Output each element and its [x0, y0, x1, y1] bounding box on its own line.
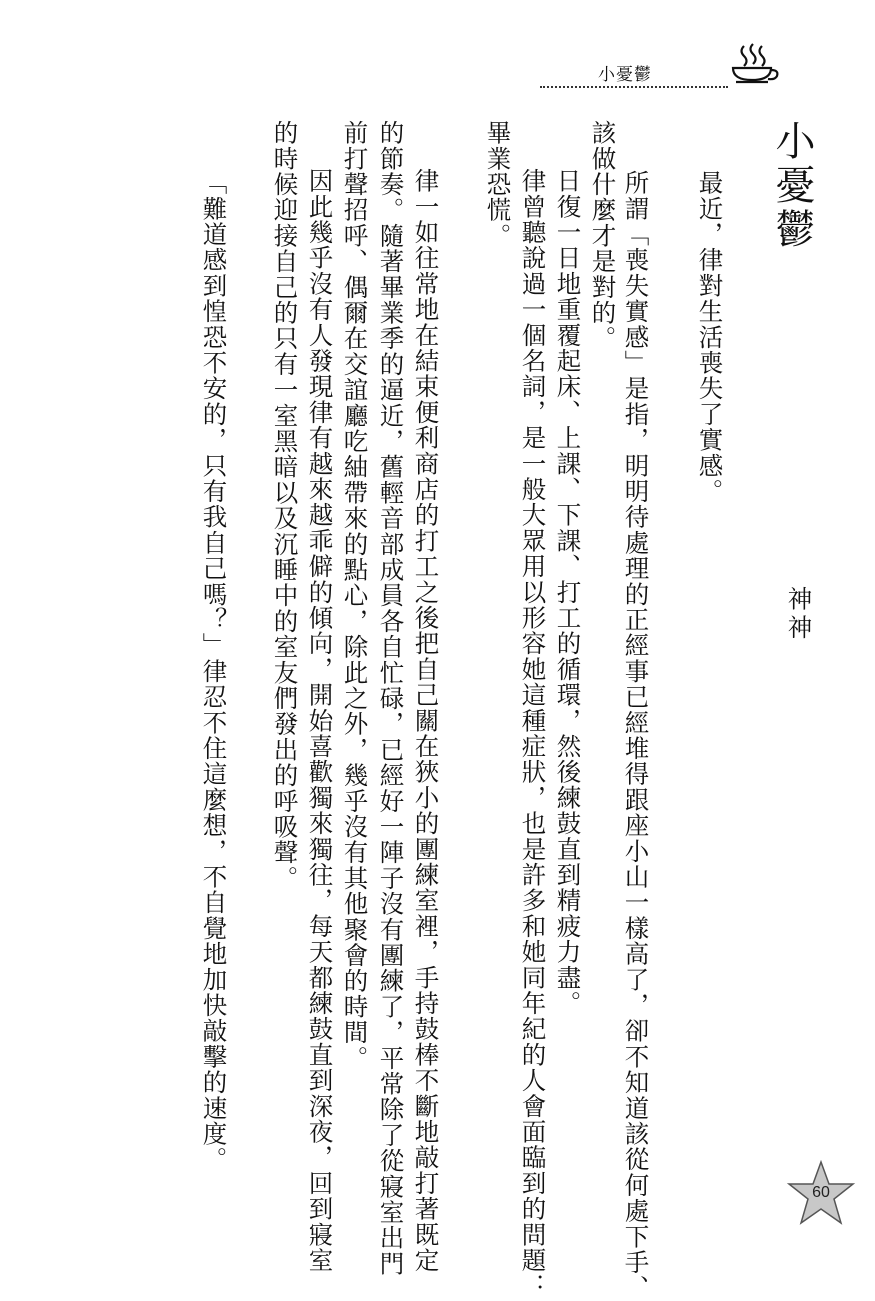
running-header	[540, 40, 780, 100]
body-column-8: 的節奏。隨著畢業季的逼近，舊輕音部成員各自忙碌，已經好一陣子沒有團練了，平常除了從寢室出門	[376, 120, 406, 1277]
body-column-9: 前打聲招呼、偶爾在交誼廳吃紬帶來的點心，除此之外，幾乎沒有其他聚會的時間。	[340, 120, 370, 1071]
running-title: 小憂鬱	[598, 65, 652, 85]
article-author: 神神	[784, 586, 814, 643]
body-column-1: 最近，律對生活喪失了實感。	[695, 170, 725, 505]
body-column-3: 該做什麼才是對的。	[588, 120, 618, 352]
body-column-12: 「難道感到惶恐不安的，只有我自己嗎？」律忍不住這麼想，不自覺地加快敲擊的速度。	[199, 170, 229, 1173]
page-number: 60	[812, 1184, 830, 1201]
steaming-cup-icon	[730, 42, 782, 86]
body-column-4: 日復一日地重覆起床、上課、下課、打工的循環，然後練鼓直到精疲力盡。	[553, 168, 583, 1017]
body-column-5: 律曾聽說過一個名詞，是一般大眾用以形容她這種症狀，也是許多和她同年紀的人會面臨到的問題：	[518, 168, 548, 1299]
body-column-7: 律一如往常地在結束便利商店的打工之後把自己關在狹小的團練室裡，手持鼓棒不斷地敲打著既定	[411, 168, 441, 1274]
body-column-2: 所謂「喪失實感」是指，明明待處理的正經事已經堆得跟座小山一樣高了，卻不知道該從何處下手、	[621, 170, 651, 1301]
header-dotted-rule	[540, 86, 728, 88]
page-number-badge	[786, 1160, 856, 1226]
body-column-11: 的時候迎接自己的只有一室黑暗以及沉睡中的室友們發出的呼吸聲。	[270, 120, 300, 891]
article-title: 小憂鬱	[769, 120, 815, 252]
body-column-6: 畢業恐慌。	[483, 120, 513, 249]
body-column-10: 因此幾乎沒有人發現律有越來越乖僻的傾向，開始喜歡獨來獨往，每天都練鼓直到深夜，回到寢室	[305, 168, 335, 1274]
